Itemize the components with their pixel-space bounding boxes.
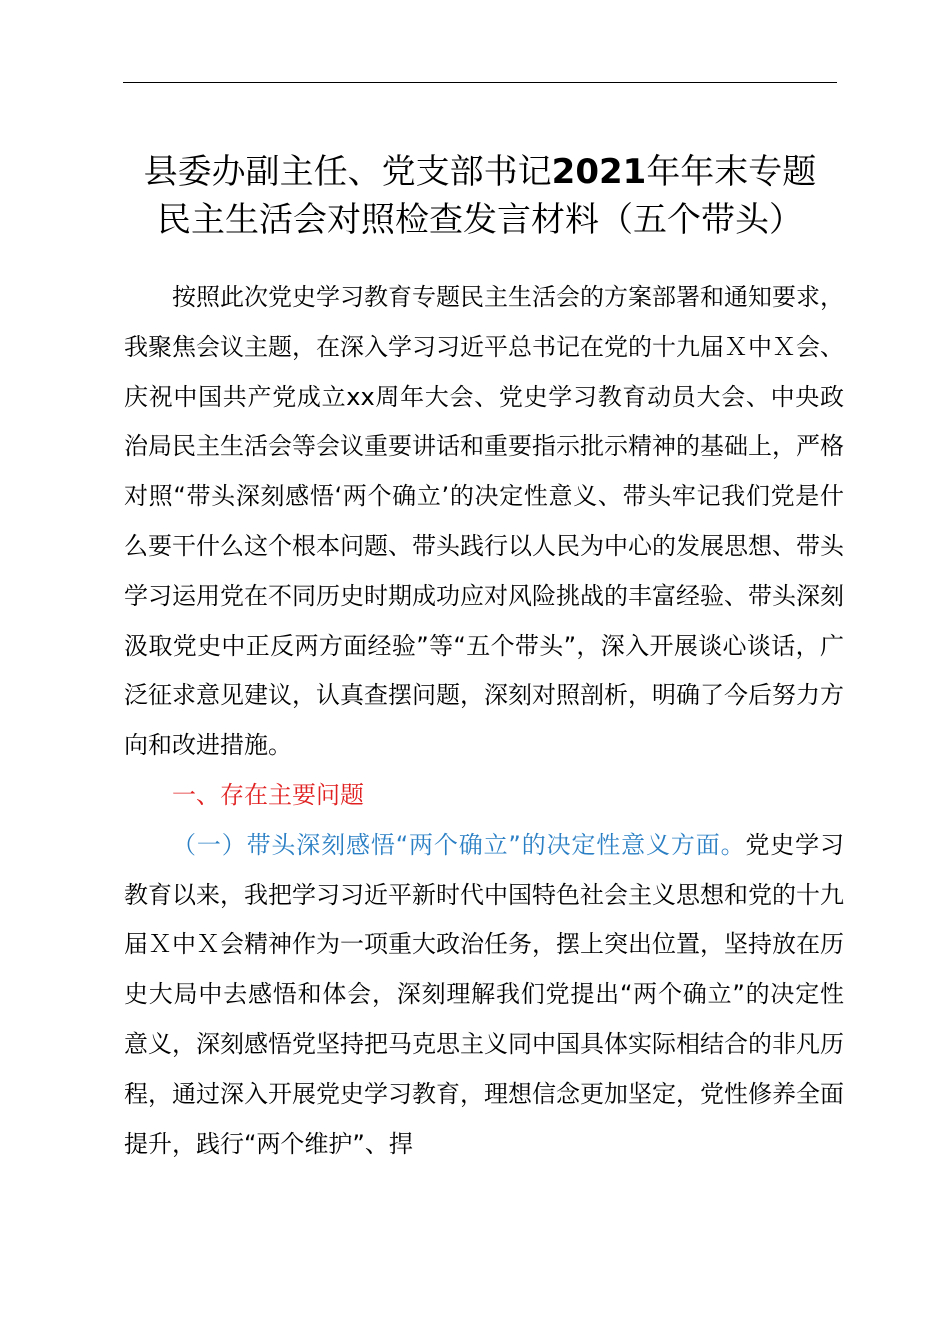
title-year: 2021 [551, 152, 647, 192]
title-prefix: 县委办副主任、党支部书记 [143, 152, 552, 192]
header-rule [123, 82, 837, 83]
title-suffix: 年年末专题 [646, 152, 817, 192]
subsection-text: 党史学习教育以来，我把学习习近平新时代中国特色社会主义思想和党的十九届Ｘ中Ｘ会精神作为一项重大政治任务，摆上突出位置，坚持放在历史大局中去感悟和体会，深刻理解我们党提出“两个确立”的决定性意义，深刻感悟党坚持把马克思主义同中国具体实际相结合的非凡历程，通过深入开展党史学习教育，理想信念更加坚定，党性修养全面提升，践行“两个维护”、捍 [124, 830, 844, 1158]
document-title [100, 148, 860, 244]
title-line-1 [100, 148, 860, 196]
document-body [124, 273, 844, 1169]
section-heading-problems: 一、存在主要问题 [172, 780, 364, 809]
subsection-heading: （一）带头深刻感悟“两个确立”的决定性意义方面。 [172, 830, 746, 859]
title-line-2: 民主生活会对照检查发言材料（五个带头） [157, 200, 803, 240]
intro-paragraph: 按照此次党史学习教育专题民主生活会的方案部署和通知要求，我聚焦会议主题，在深入学习习近平总书记在党的十九届Ｘ中Ｘ会、庆祝中国共产党成立xx周年大会、党史学习教育动员大会、中央政治局民主生活会等会议重要讲话和重要指示批示精神的基础上，严格对照“带头深刻感悟‘两个确立’的决定性意义、带头牢记我们党是什么要干什么这个根本问题、带头践行以人民为中心的发展思想、带头学习运用党在不同历史时期成功应对风险挑战的丰富经验、带头深刻汲取党史中正反两方面经验”等“五个带头”，深入开展谈心谈话，广泛征求意见建议，认真查摆问题，深刻对照剖析，明确了今后努力方向和改进措施。 [124, 283, 844, 760]
subsection-paragraph [124, 821, 844, 1170]
